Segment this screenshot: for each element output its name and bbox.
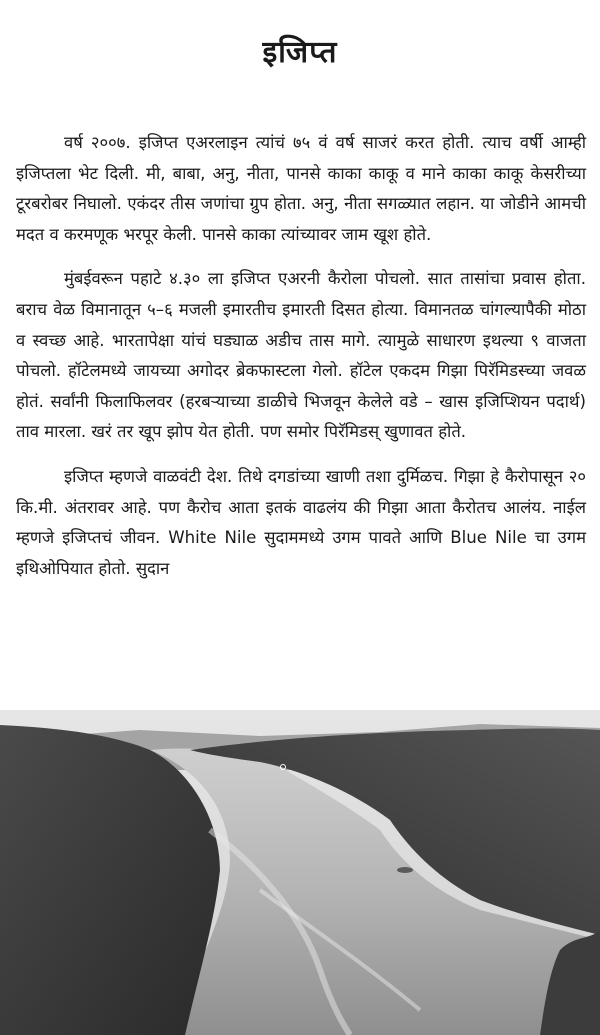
chapter-title: इजिप्त xyxy=(262,35,338,70)
paragraph-1: वर्ष २००७. इजिप्त एअरलाइन त्यांचं ७५ वं वर्ष साजरं करत होती. त्याच वर्षी आम्ही इजिप्तला भेट दिली. मी, बाबा, अनु, नीता, पानसे काका काकू व माने काका काकू केसरीच्या टूरबरोबर निघालो. एकंदर तीस जणांचा ग्रुप होता. अनु, नीता सगळ्यात लहान. या जोडीने आमची मदत व करमणूक भरपूर केली. पानसे काका त्यांच्यावर जाम खूश होते. xyxy=(16,133,586,244)
photo-rock xyxy=(397,867,413,873)
chapter-body xyxy=(16,128,586,598)
nile-river-photo xyxy=(0,710,600,1035)
paragraph-2: मुंबईवरून पहाटे ४.३० ला इजिप्त एअरनी कैरोला पोचलो. सात तासांचा प्रवास होता. बराच वेळ विमानातून ५–६ मजली इमारतीच इमारती दिसत होत्या. विमानतळ चांगल्यापैकी मोठा व स्वच्छ आहे. भारतापेक्षा यांचं घड्याळ अडीच तास मागे. त्यामुळे साधारण इथल्या ९ वाजता पोचलो. हॉटेलमध्ये जायच्या अगोदर ब्रेकफास्टला गेलो. हॉटेल एकदम गिझा पिरॅमिडस्च्या जवळ होतं. सर्वांनी फिलाफिलवर (हरबऱ्याच्या डाळीचे भिजवून केलेले वडे – खास इजिप्शियन पदार्थ) ताव मारला. खरं तर खूप झोप येत होती. पण समोर पिरॅमिडस् खुणावत होते. xyxy=(16,269,587,442)
paragraph-3: इजिप्त म्हणजे वाळवंटी देश. तिथे दगडांच्या खाणी तशा दुर्मिळच. गिझा हे कैरोपासून २० कि.मी. अंतरावर आहे. पण कैरोच आता इतकं वाढलंय की गिझा आता कैरोतच आलंय. नाईल म्हणजे इजिप्तचं जीवन. White Nile सुदाममध्ये उगम पावते आणि Blue Nile चा उगम इथिओपियात होतो. सुदान xyxy=(16,466,586,578)
